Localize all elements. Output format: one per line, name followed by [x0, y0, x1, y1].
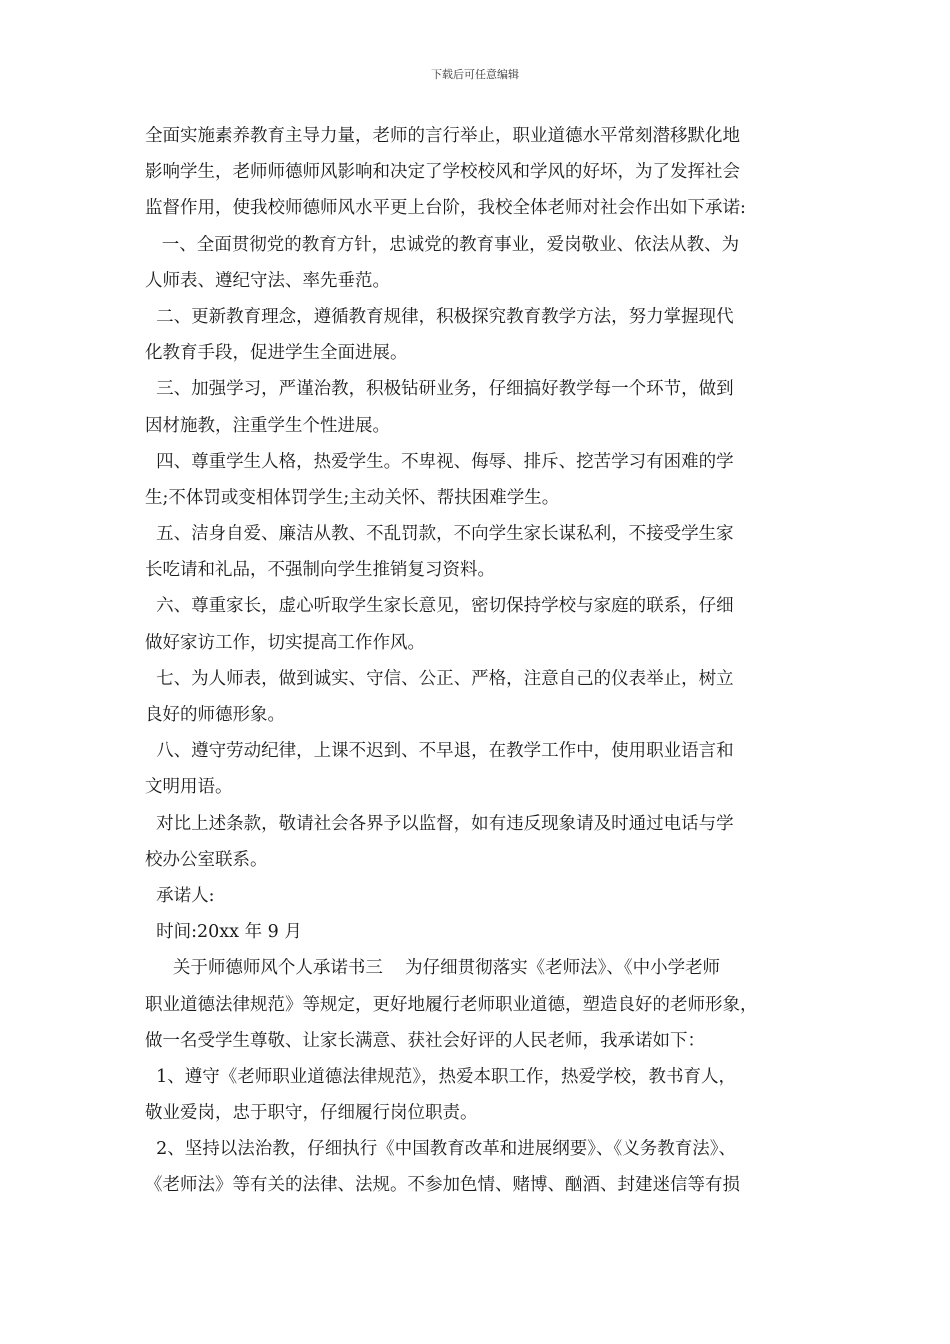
text-line: 敬业爱岗，忠于职守，仔细履行岗位职责。 [145, 1103, 478, 1124]
text-line: 校办公室联系。 [145, 849, 268, 870]
text-line: 1、遵守《老师职业道德法律规范》，热爱本职工作，热爱学校，教书育人， [145, 1066, 737, 1087]
text-line: 四、尊重学生人格，热爱学生。不卑视、侮辱、排斥、挖苦学习有困难的学 [145, 451, 734, 472]
text-line: 六、尊重家长，虚心听取学生家长意见，密切保持学校与家庭的联系，仔细 [145, 596, 734, 617]
page-header: 下载后可任意编辑 [431, 68, 519, 81]
text-line: 监督作用，使我校师德师风水平更上台阶，我校全体老师对社会作出如下承诺: [145, 198, 746, 219]
text-line: 做一名受学生尊敬、让家长满意、获社会好评的人民老师，我承诺如下： [145, 1030, 705, 1051]
text-line: 七、为人师表，做到诚实、守信、公正、严格，注意自己的仪表举止，树立 [145, 668, 734, 689]
text-line: 全面实施素养教育主导力量，老师的言行举止，职业道德水平常刻潜移默化地 [145, 126, 740, 146]
text-line: 《老师法》等有关的法律、法规。不参加色情、赌博、酗酒、封建迷信等有损 [145, 1175, 740, 1196]
text-line: 关于师德师风个人承诺书三 为仔细贯彻落实《老师法》、《中小学老师 [145, 958, 721, 979]
text-line: 良好的师德形象。 [145, 705, 285, 725]
text-line: 三、加强学习，严谨治教，积极钻研业务，仔细搞好教学每一个环节，做到 [145, 379, 734, 400]
text-line: 二、更新教育理念，遵循教育规律，积极探究教育教学方法，努力掌握现代 [145, 306, 734, 327]
text-line: 职业道德法律规范》等规定，更好地履行老师职业道德，塑造良好的老师形象， [145, 994, 758, 1015]
text-line: 影响学生，老师师德师风影响和决定了学校校风和学风的好坏，为了发挥社会 [145, 162, 740, 183]
text-line: 做好家访工作，切实提高工作作风。 [145, 632, 425, 653]
text-line: 长吃请和礼品，不强制向学生推销复习资料。 [145, 560, 495, 581]
text-line: 人师表、遵纪守法、率先垂范。 [145, 270, 390, 291]
text-line: 承诺人: [145, 885, 215, 906]
text-line: 文明用语。 [145, 777, 233, 798]
text-line: 时间:20xx 年 9 月 [145, 922, 302, 943]
text-line: 五、洁身自爱、廉洁从教、不乱罚款，不向学生家长谋私利，不接受学生家 [145, 524, 734, 545]
text-line: 八、遵守劳动纪律，上课不迟到、不早退，在教学工作中，使用职业语言和 [145, 741, 734, 762]
text-line: 化教育手段，促进学生全面进展。 [145, 343, 408, 364]
text-line: 因材施教，注重学生个性进展。 [145, 415, 390, 436]
text-line: 2、坚持以法治教，仔细执行《中国教育改革和进展纲要》、《义务教育法》、 [145, 1139, 737, 1160]
text-line: 生;不体罚或变相体罚学生;主动关怀、帮扶困难学生。 [145, 487, 560, 508]
text-line: 对比上述条款，敬请社会各界予以监督，如有违反现象请及时通过电话与学 [145, 813, 734, 834]
text-line: 一、全面贯彻党的教育方针，忠诚党的教育事业，爱岗敬业、依法从教、为 [145, 234, 740, 255]
document-body [145, 118, 810, 1204]
